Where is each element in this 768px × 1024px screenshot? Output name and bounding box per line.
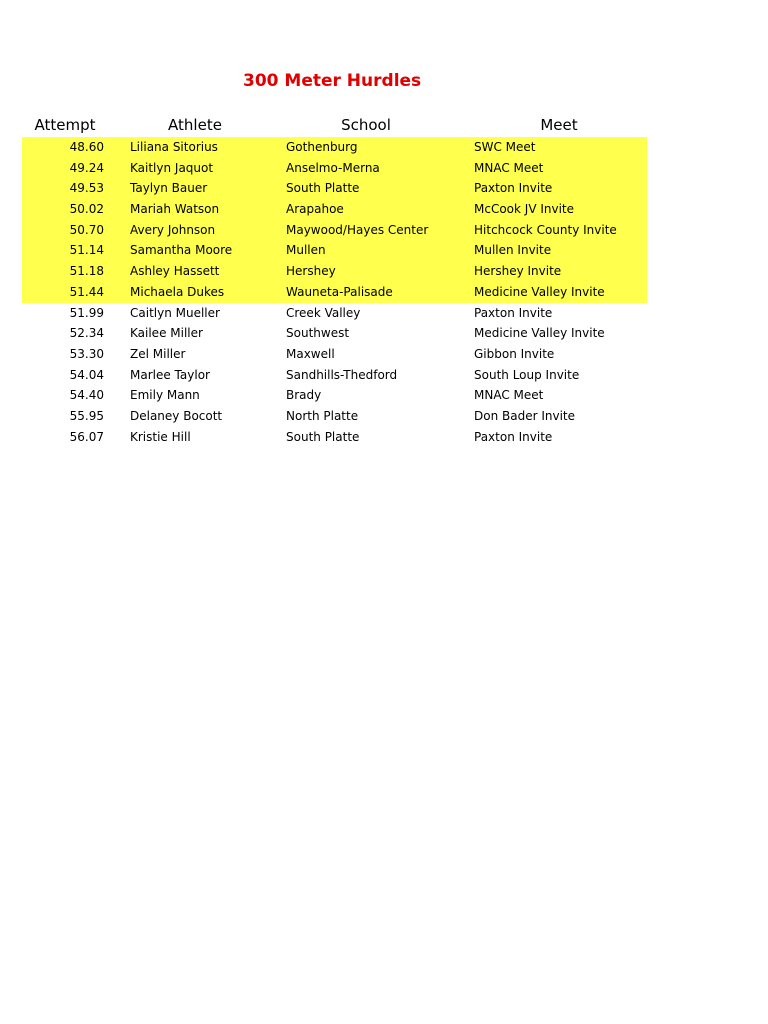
cell-athlete: Emily Mann — [130, 388, 200, 403]
cell-meet: MNAC Meet — [474, 388, 544, 403]
cell-attempt: 49.24 — [69, 160, 104, 175]
cell-meet: Paxton Invite — [474, 181, 553, 196]
table-row — [22, 406, 647, 427]
table-row — [22, 323, 647, 344]
cell-athlete: Taylyn Bauer — [130, 181, 208, 196]
cell-meet: Medicine Valley Invite — [474, 284, 605, 299]
cell-meet: Gibbon Invite — [474, 346, 555, 361]
cell-meet: MNAC Meet — [474, 160, 544, 175]
cell-attempt: 54.40 — [69, 388, 104, 403]
cell-athlete: Mariah Watson — [130, 202, 220, 217]
cell-athlete: Ashley Hassett — [130, 264, 220, 279]
cell-attempt: 55.95 — [69, 408, 104, 423]
table-row — [22, 178, 647, 199]
cell-athlete: Marlee Taylor — [130, 367, 210, 382]
table-row — [22, 137, 647, 158]
cell-meet: Medicine Valley Invite — [474, 326, 605, 341]
cell-school: Mullen — [286, 243, 326, 258]
cell-school: Gothenburg — [286, 140, 358, 154]
cell-attempt: 48.60 — [69, 140, 104, 154]
cell-meet: SWC Meet — [474, 140, 536, 154]
table-row — [22, 385, 647, 406]
table-row — [22, 261, 647, 282]
cell-athlete: Avery Johnson — [130, 222, 216, 237]
cell-school: Wauneta-Palisade — [286, 284, 393, 299]
cell-athlete: Delaney Bocott — [130, 408, 223, 423]
cell-school: Maxwell — [286, 346, 335, 361]
cell-meet: Hershey Invite — [474, 264, 562, 279]
page-title: 300 Meter Hurdles — [243, 71, 422, 91]
cell-meet: McCook JV Invite — [474, 202, 575, 217]
cell-school: Maywood/Hayes Center — [286, 222, 429, 237]
cell-athlete: Caitlyn Mueller — [130, 305, 220, 320]
cell-school: Creek Valley — [286, 305, 361, 320]
cell-meet: Hitchcock County Invite — [474, 222, 617, 237]
cell-athlete: Kaitlyn Jaquot — [130, 160, 214, 175]
cell-attempt: 53.30 — [69, 346, 104, 361]
cell-school: Anselmo-Merna — [286, 160, 380, 175]
cell-athlete: Samantha Moore — [130, 243, 233, 258]
cell-attempt: 51.18 — [69, 264, 104, 279]
table-row — [22, 220, 647, 241]
cell-meet: Paxton Invite — [474, 305, 553, 320]
table-row — [22, 365, 647, 386]
table-row — [22, 344, 647, 365]
table-row — [22, 199, 647, 220]
cell-meet: Don Bader Invite — [474, 408, 576, 423]
cell-athlete: Michaela Dukes — [130, 284, 225, 299]
table-row — [22, 158, 647, 179]
table-header — [0, 116, 768, 136]
cell-attempt: 56.07 — [69, 429, 104, 444]
cell-school: Brady — [286, 388, 322, 403]
header-meet: Meet — [540, 116, 578, 134]
cell-attempt: 50.70 — [69, 222, 104, 237]
cell-attempt: 51.44 — [69, 284, 104, 299]
table-row — [22, 427, 647, 448]
cell-attempt: 52.34 — [69, 326, 104, 341]
cell-school: South Platte — [286, 429, 360, 444]
cell-attempt: 49.53 — [69, 181, 104, 196]
cell-school: Sandhills-Thedford — [286, 367, 398, 382]
cell-athlete: Kristie Hill — [130, 429, 191, 444]
table-row — [22, 303, 647, 324]
cell-meet: Paxton Invite — [474, 429, 553, 444]
results-table — [22, 137, 647, 447]
cell-athlete: Liliana Sitorius — [130, 140, 218, 154]
header-attempt: Attempt — [34, 116, 96, 134]
cell-attempt: 50.02 — [69, 202, 104, 217]
cell-attempt: 54.04 — [69, 367, 104, 382]
table-row — [22, 240, 647, 261]
cell-school: Arapahoe — [286, 202, 344, 217]
cell-school: North Platte — [286, 408, 359, 423]
cell-attempt: 51.99 — [69, 305, 104, 320]
cell-meet: South Loup Invite — [474, 367, 580, 382]
header-school: School — [341, 116, 391, 134]
header-athlete: Athlete — [168, 116, 222, 134]
cell-athlete: Zel Miller — [130, 346, 186, 361]
cell-school: Southwest — [286, 326, 350, 341]
cell-meet: Mullen Invite — [474, 243, 552, 258]
cell-attempt: 51.14 — [69, 243, 104, 258]
cell-school: South Platte — [286, 181, 360, 196]
table-row — [22, 282, 647, 303]
cell-athlete: Kailee Miller — [130, 326, 203, 341]
cell-school: Hershey — [286, 264, 336, 279]
